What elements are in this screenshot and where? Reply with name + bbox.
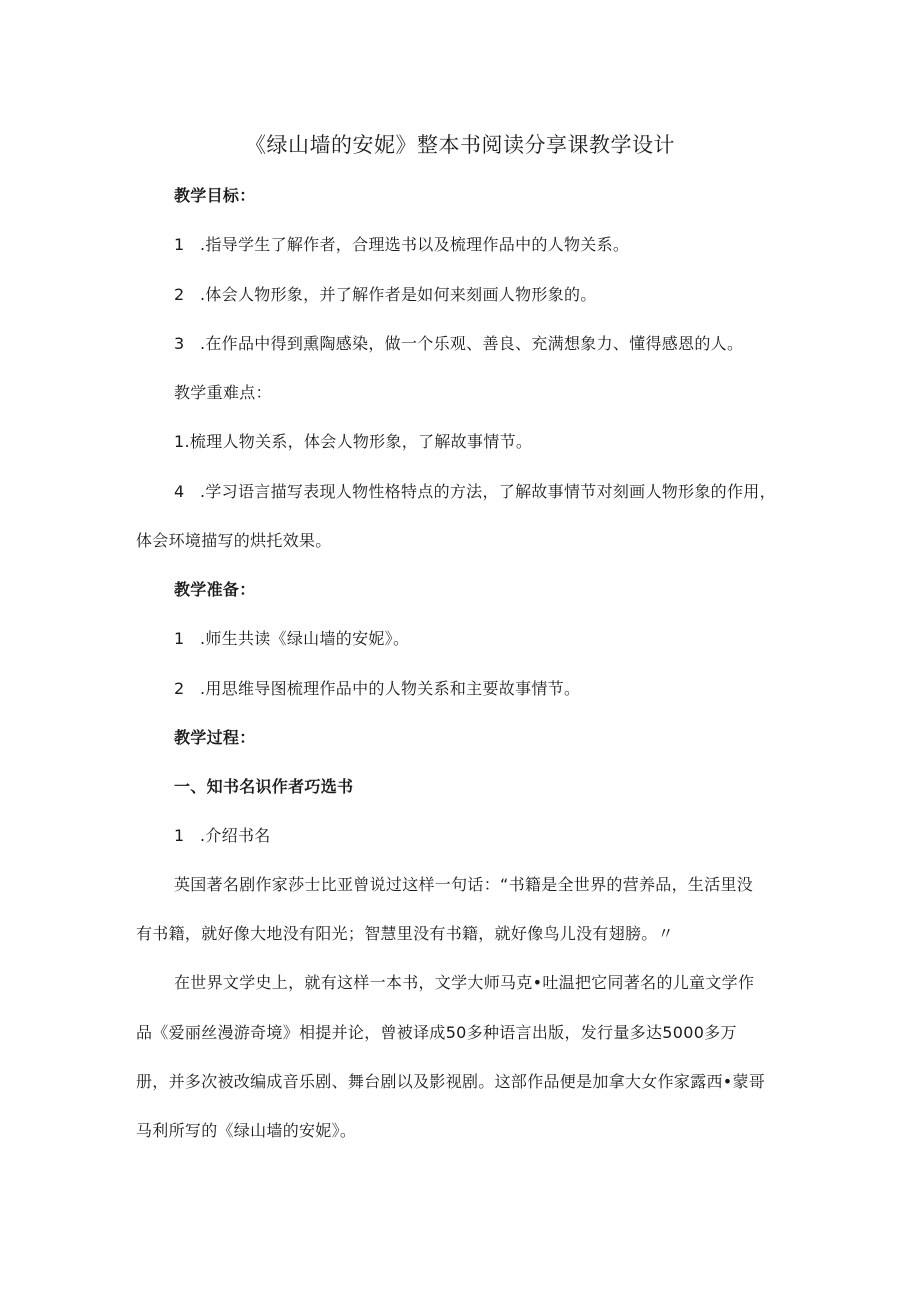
goal-item-3 xyxy=(174,332,743,356)
key-point-item-2-text: .学习语言描写表现人物性格特点的方法，了解故事情节对刻画人物形象的作用， xyxy=(200,482,776,501)
preparation-item-1-number: 1 xyxy=(174,629,185,648)
subsection-1-1 xyxy=(174,824,271,848)
preparation-item-2-number: 2 xyxy=(174,679,185,698)
goal-item-1-number: 1 xyxy=(174,235,185,254)
goal-item-3-number: 3 xyxy=(174,334,185,353)
goal-item-1-text: .指导学生了解作者，合理选书以及梳理作品中的人物关系。 xyxy=(200,235,630,254)
paragraph-2-line-3: 册，并多次被改编成音乐剧、舞台剧以及影视剧。这部作品便是加拿大女作家露西•蒙哥 xyxy=(136,1072,766,1091)
paragraph-1-line-1: 英国著名剧作家莎士比亚曾说过这样一句话：“书籍是全世界的营养品，生活里没 xyxy=(174,875,754,894)
preparation-item-1 xyxy=(174,627,409,651)
goal-item-1 xyxy=(174,233,629,257)
preparation-item-2 xyxy=(174,677,580,701)
preparation-heading: 教学准备： xyxy=(174,580,256,599)
goal-item-3-text: .在作品中得到熏陶感染，做一个乐观、善良、充满想象力、懂得感恩的人。 xyxy=(200,334,744,353)
preparation-item-1-text: .师生共读《绿山墙的安妮》。 xyxy=(200,629,410,648)
goal-item-2-number: 2 xyxy=(174,285,185,304)
key-point-item-2-continuation: 体会环境描写的烘托效果。 xyxy=(136,531,332,550)
paragraph-1-line-2: 有书籍，就好像大地没有阳光；智慧里没有书籍，就好像鸟儿没有翅膀。〃 xyxy=(136,924,674,943)
goal-item-2-text: .体会人物形象，并了解作者是如何来刻画人物形象的。 xyxy=(200,285,597,304)
process-heading: 教学过程： xyxy=(174,728,256,747)
document-title: 《绿山墙的安妮》整本书阅读分享课教学设计 xyxy=(245,133,675,157)
preparation-item-2-text: .用思维导图梳理作品中的人物关系和主要故事情节。 xyxy=(200,679,581,698)
subsection-1-1-number: 1 xyxy=(174,826,185,845)
goals-heading: 教学目标： xyxy=(174,186,256,205)
key-point-item-1: 1.梳理人物关系，体会人物形象，了解故事情节。 xyxy=(174,432,533,451)
key-points-heading: 教学重难点： xyxy=(174,383,272,402)
section-1-title: 一、知书名识作者巧选书 xyxy=(174,777,354,796)
subsection-1-1-text: .介绍书名 xyxy=(200,826,271,845)
key-point-item-2 xyxy=(174,480,776,504)
key-point-item-2-number: 4 xyxy=(174,482,185,501)
paragraph-2-line-4: 马利所写的《绿山墙的安妮》。 xyxy=(136,1121,357,1140)
paragraph-2-line-1: 在世界文学史上，就有这样一本书，文学大师马克•吐温把它同著名的儿童文学作 xyxy=(174,973,755,992)
goal-item-2 xyxy=(174,283,597,307)
paragraph-2-line-2: 品《爱丽丝漫游奇境》相提并论，曾被译成50多种语言出版，发行量多达5000多万 xyxy=(136,1023,737,1042)
